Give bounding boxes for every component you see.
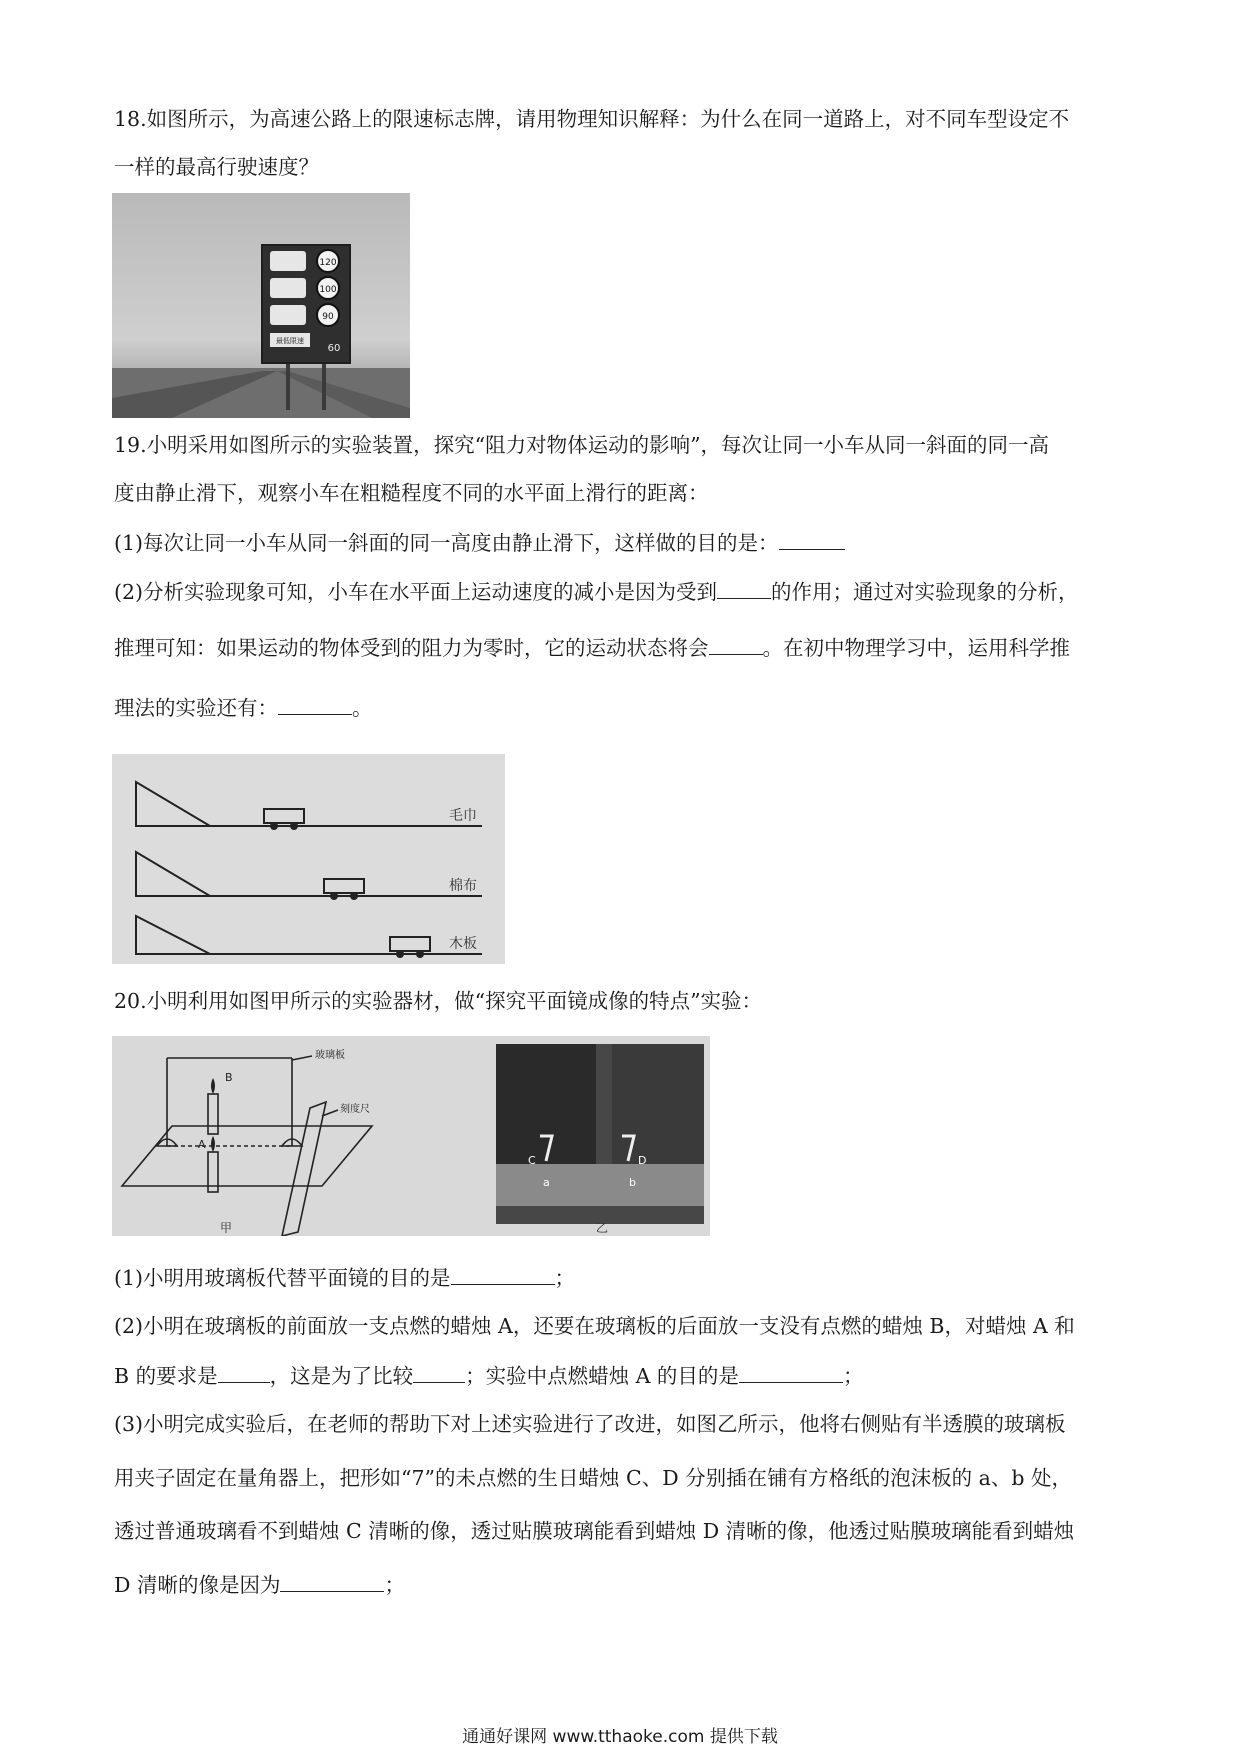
answer-blank[interactable] bbox=[739, 1360, 843, 1383]
candle-c-label: C bbox=[528, 1154, 536, 1167]
glass-plate-label: 玻璃板 bbox=[315, 1050, 345, 1061]
answer-blank[interactable] bbox=[218, 1360, 270, 1383]
min-speed-plate: 最低限速 bbox=[276, 337, 304, 345]
q20-sub-2-line-2: B 的要求是 ，这是为了比较 ；实验中点燃蜡烛 A 的目的是 ； bbox=[114, 1360, 1134, 1391]
point-a-label: a bbox=[543, 1176, 550, 1189]
q20-sub-3-line-1: (3)小明完成实验后，在老师的帮助下对上述实验进行了改进，如图乙所示，他将右侧贴有半透膜的玻璃板 bbox=[114, 1412, 1066, 1436]
q19-part-2: (2)分析实验现象可知，小车在水平面上运动速度的减小是因为受到 的作用；通过对实验现象的分析， bbox=[114, 576, 1134, 607]
q20-sub-1: (1)小明用玻璃板代替平面镜的目的是 ； bbox=[114, 1262, 1134, 1293]
q19-part-4: 理法的实验还有： 。 bbox=[114, 692, 1134, 723]
answer-blank[interactable] bbox=[709, 632, 763, 655]
answer-blank[interactable] bbox=[717, 576, 771, 599]
q18-line-2: 一样的最高行驶速度？ bbox=[114, 155, 319, 179]
surface-wood: 木板 bbox=[449, 936, 477, 952]
q19-line-2: 度由静止滑下，观察小车在粗糙程度不同的水平面上滑行的距离： bbox=[114, 481, 709, 505]
speed-60: 60 bbox=[327, 343, 341, 354]
q20-line-1: 20.小明利用如图甲所示的实验器材，做“探究平面镜成像的特点”实验： bbox=[114, 989, 763, 1013]
answer-blank[interactable] bbox=[413, 1360, 465, 1383]
speed-100: 100 bbox=[319, 285, 337, 295]
candle-a-label: A bbox=[198, 1138, 206, 1151]
page-footer: 通通好课网 www.tthaoke.com 提供下载 bbox=[462, 1727, 778, 1747]
candle-b-label: B bbox=[225, 1071, 233, 1084]
q20-sub-3-line-4: D 清晰的像是因为 ； bbox=[114, 1569, 1134, 1600]
q20-sub-3-line-3: 透过普通玻璃看不到蜡烛 C 清晰的像，透过贴膜玻璃能看到蜡烛 D 清晰的像，他透过贴膜玻璃能看到蜡烛 bbox=[114, 1519, 1075, 1543]
figure-yi-caption: 乙 bbox=[596, 1221, 609, 1235]
q19-part-1: (1)每次让同一小车从同一斜面的同一高度由静止滑下，这样做的目的是： bbox=[114, 527, 1134, 558]
point-b-label: b bbox=[629, 1176, 636, 1189]
answer-blank[interactable] bbox=[779, 527, 845, 550]
surface-towel: 毛巾 bbox=[449, 808, 477, 824]
q20-sub-3-line-2: 用夹子固定在量角器上，把形如“7”的未点燃的生日蜡烛 C、D 分别插在铺有方格纸的泡沫板的 a、b 处， bbox=[114, 1466, 1073, 1490]
surface-cotton: 棉布 bbox=[449, 878, 477, 894]
answer-blank[interactable] bbox=[278, 692, 352, 715]
q19-line-1: 19.小明采用如图所示的实验装置，探究“阻力对物体运动的影响”，每次让同一小车从同一斜面的同一高 bbox=[114, 433, 1050, 457]
q18-line-1: 18.如图所示，为高速公路上的限速标志牌，请用物理知识解释：为什么在同一道路上，对不同车型设定不 bbox=[114, 107, 1070, 131]
q20-sub-2-line-1: (2)小明在玻璃板的前面放一支点燃的蜡烛 A，还要在玻璃板的后面放一支没有点燃的蜡烛 B，对蜡烛 A 和 bbox=[114, 1314, 1075, 1338]
figure-jia-caption: 甲 bbox=[220, 1221, 233, 1235]
ruler-label: 刻度尺 bbox=[340, 1104, 370, 1115]
answer-blank[interactable] bbox=[280, 1569, 384, 1592]
speed-90: 90 bbox=[322, 312, 334, 322]
answer-blank[interactable] bbox=[451, 1262, 555, 1285]
speed-120: 120 bbox=[319, 258, 337, 268]
mirror-experiment-figure bbox=[112, 1036, 710, 1236]
friction-experiment-figure bbox=[112, 754, 505, 964]
candle-d-label: D bbox=[638, 1154, 647, 1167]
speed-limit-sign-photo bbox=[112, 193, 410, 418]
q19-part-3: 推理可知：如果运动的物体受到的阻力为零时，它的运动状态将会 。在初中物理学习中，运用科学推 bbox=[114, 632, 1134, 663]
